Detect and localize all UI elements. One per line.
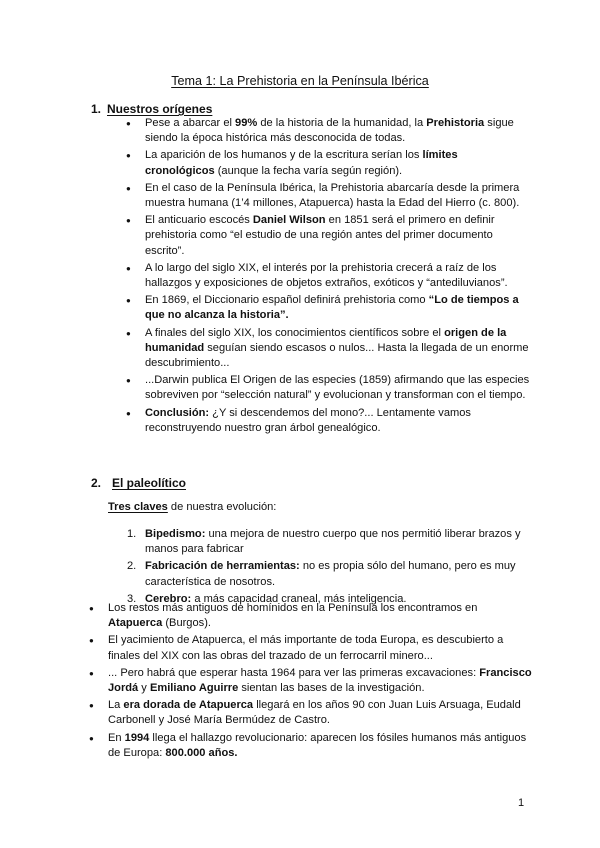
section-2-number: 2. xyxy=(91,476,102,490)
list-item: 1. Bipedismo: una mejora de nuestro cuerpo que nos permitió liberar brazos y manos para fabricar xyxy=(127,528,521,556)
section-1-number: 1. xyxy=(91,102,102,116)
claves-intro: Tres claves de nuestra evolución: xyxy=(108,501,277,513)
list-item: ● A finales del siglo XIX, los conocimientos científicos sobre el origen de la humanidad seguían siendo escasos o nulos... Hasta la llegada de un enorme descubrimiento... xyxy=(145,326,530,372)
section-1-title: Nuestros orígenes xyxy=(107,102,213,116)
claves-label: Tres claves xyxy=(108,501,168,513)
list-item: 3. Cerebro: a más capacidad craneal, más inteligencia. xyxy=(127,592,407,605)
list-item: ● En 1869, el Diccionario español definirá prehistoria como “Lo de tiempos a que no alcanza la historia”. xyxy=(145,293,530,323)
list-item: ● A lo largo del siglo XIX, el interés por la prehistoria crecerá a raíz de los hallazgos y exposiciones de objetos extraños, exóticos y “antediluvianos”. xyxy=(145,261,530,291)
list-item: ● La aparición de los humanos y de la escritura serían los límites cronológicos (aunque la fecha varía según región). xyxy=(145,148,530,178)
list-item: ● En 1994 llega el hallazgo revolucionario: aparecen los fósiles humanos más antiguos de Europa: 800.000 años. xyxy=(108,731,533,761)
document-title: Tema 1: La Prehistoria en la Península Ibérica xyxy=(171,74,429,88)
section-2-ordered-list xyxy=(127,527,533,609)
page-number: 1 xyxy=(518,797,525,809)
list-item: ● El yacimiento de Atapuerca, el más importante de toda Europa, es descubierto a finales del XIX con las obras del trazado de un ferrocarril minero... xyxy=(108,633,533,663)
list-item: ● ...Darwin publica El Origen de las especies (1859) afirmando que las especies sobreviven por “selección natural” y evolucionan y transforman con el tiempo. xyxy=(145,373,530,403)
section-1-bullet-list xyxy=(145,116,530,438)
list-item: ● El anticuario escocés Daniel Wilson en 1851 será el primero en definir prehistoria como “el estudio de una región antes del primer documento escrito”. xyxy=(145,213,530,259)
list-item: ● La era dorada de Atapuerca llegará en los años 90 con Juan Luis Arsuaga, Eudald Carbonell y José María Bermúdez de Castro. xyxy=(108,698,533,728)
section-2-bullet-list xyxy=(108,601,533,763)
list-item: 2. Fabricación de herramientas: no es propia sólo del humano, pero es muy característica de nosotros. xyxy=(127,560,516,588)
list-item: ● ... Pero habrá que esperar hasta 1964 para ver las primeras excavaciones: Francisco Jordá y Emiliano Aguirre sientan las bases de la investigación. xyxy=(108,666,533,696)
list-item: ● En el caso de la Península Ibérica, la Prehistoria abarcaría desde la primera muestra humana (1’4 millones, Atapuerca) hasta la Edad del Hierro (c. 800). xyxy=(145,181,530,211)
list-item: ● Pese a abarcar el 99% de la historia de la humanidad, la Prehistoria sigue siendo la época histórica más desconocida de todas. xyxy=(145,116,530,146)
section-2-title: El paleolítico xyxy=(112,476,187,490)
list-item: ● Los restos más antiguos de homínidos en la Península los encontramos en Atapuerca (Burgos). xyxy=(108,601,533,631)
list-item: ● Conclusión: ¿Y si descendemos del mono?... Lentamente vamos reconstruyendo nuestro gran árbol genealógico. xyxy=(145,406,530,436)
